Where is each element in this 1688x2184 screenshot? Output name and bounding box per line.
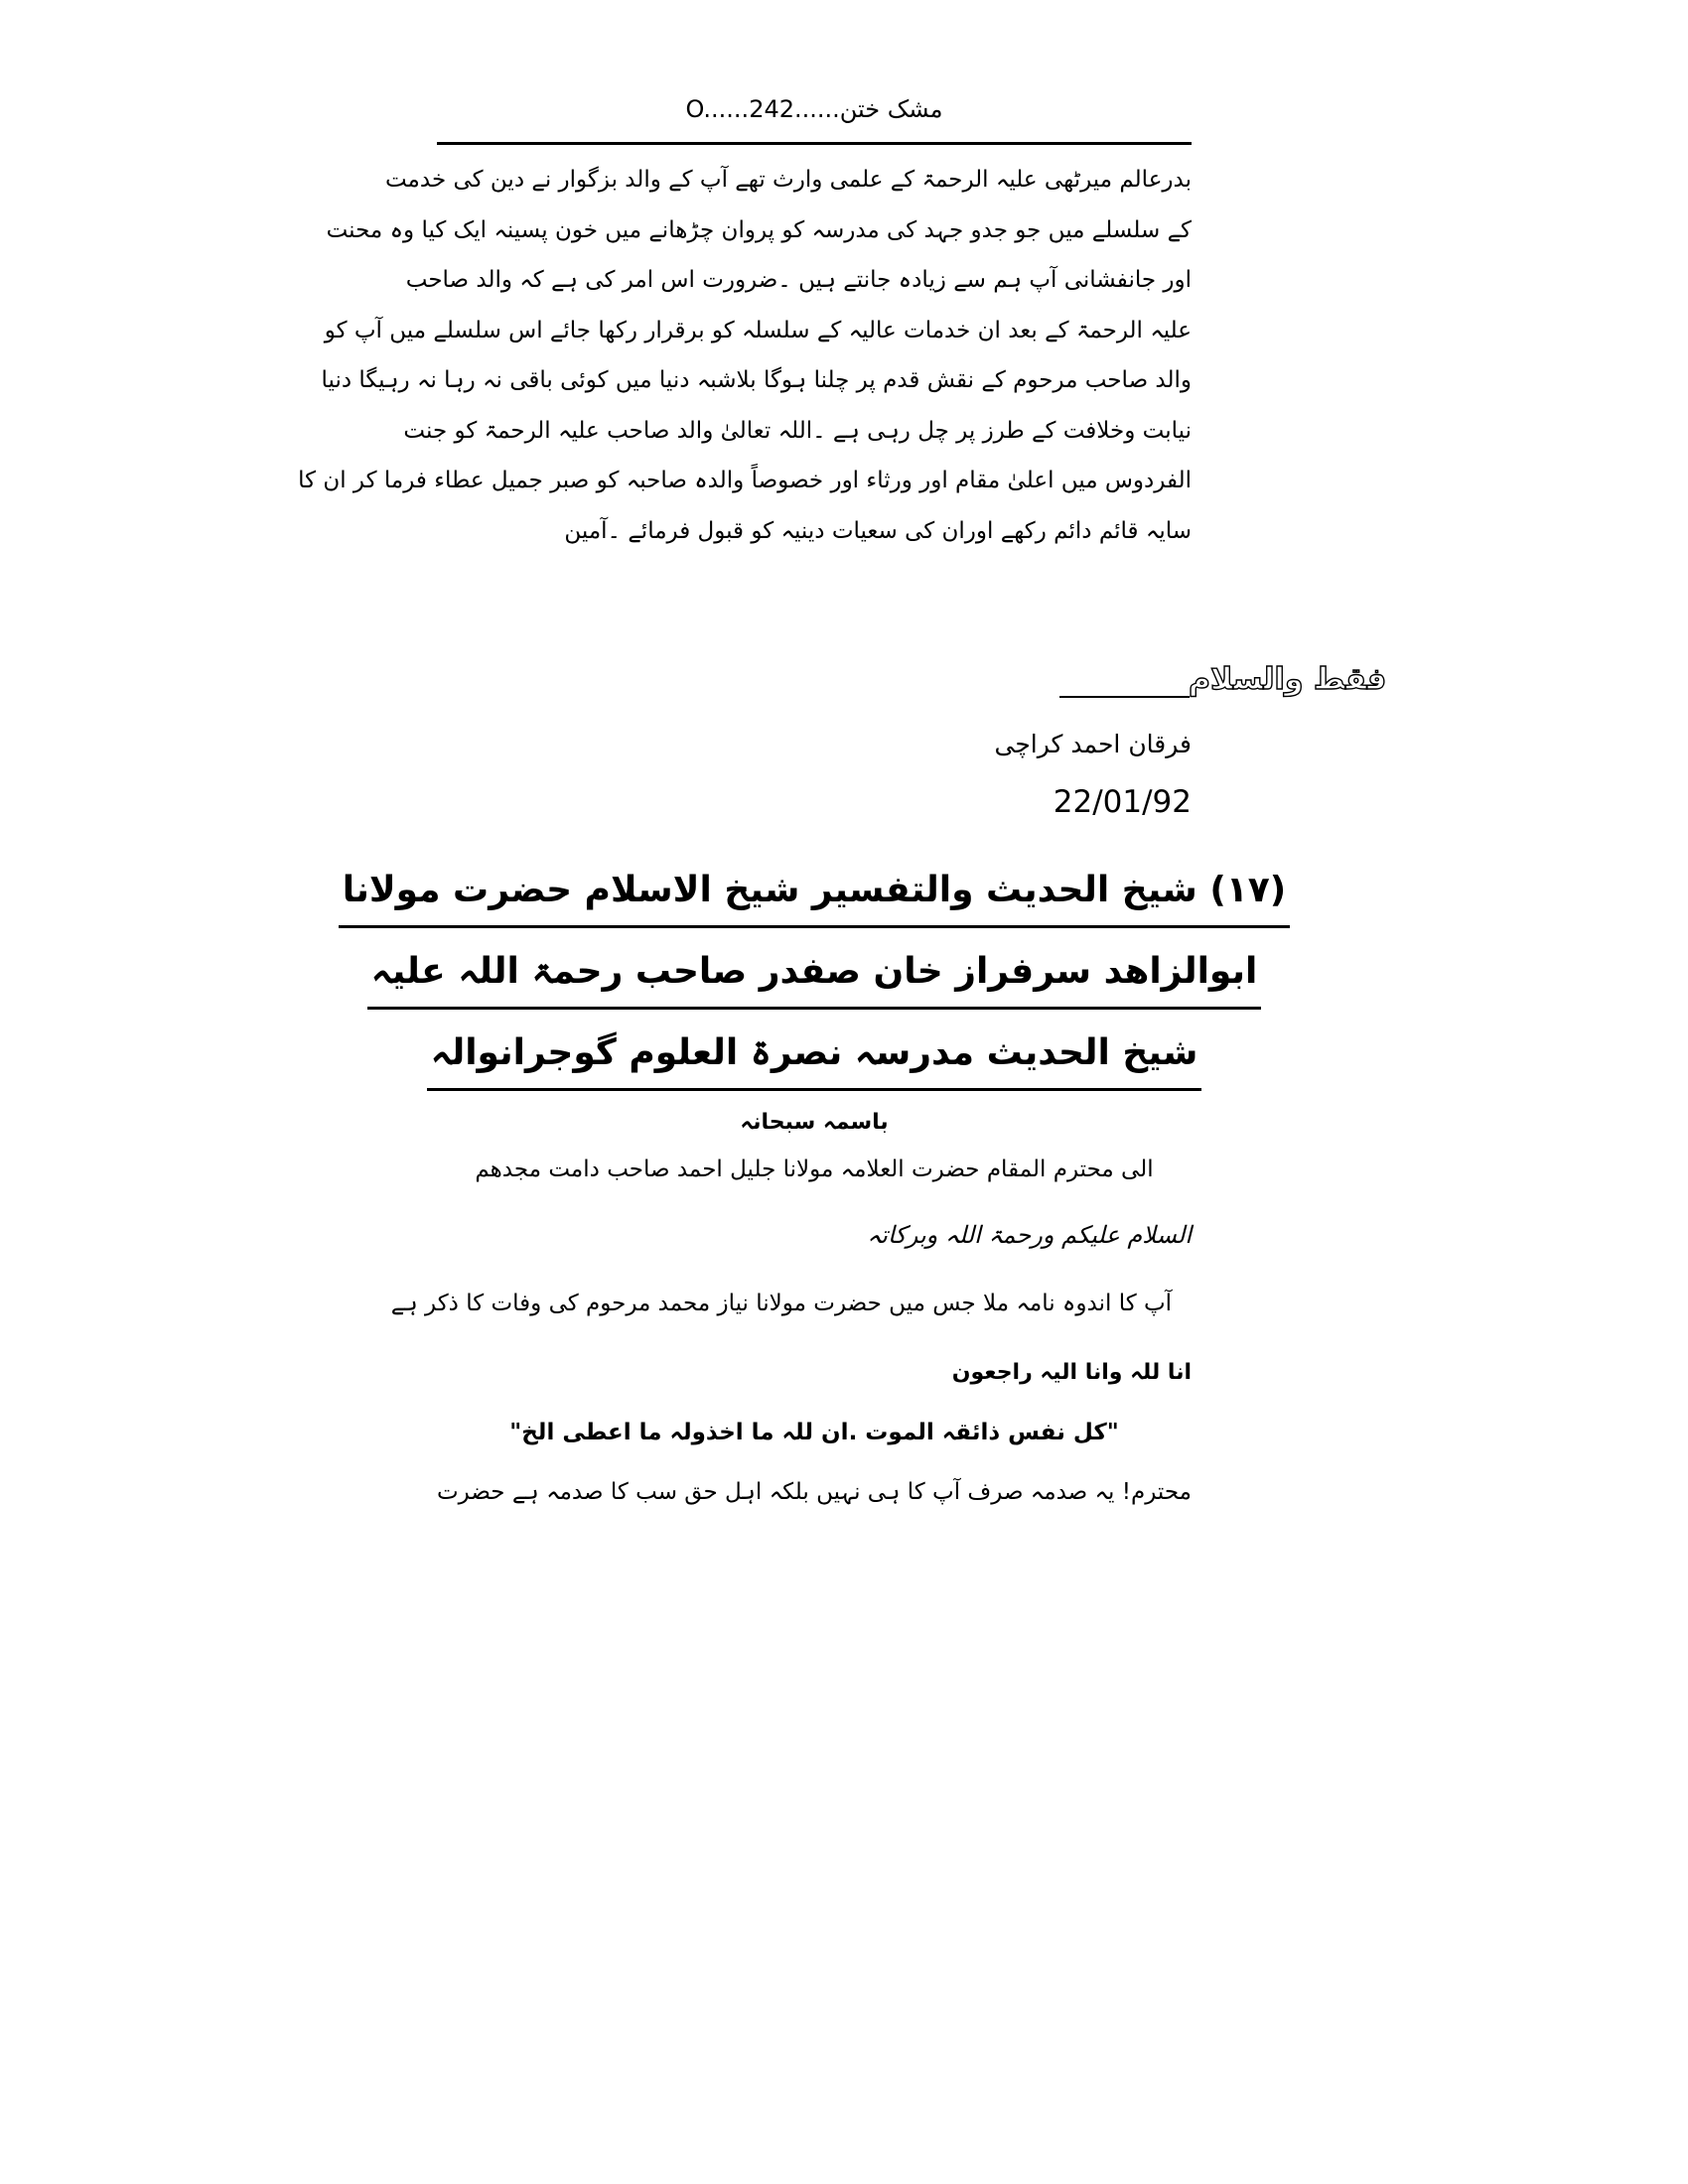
text-line: بدرعالم میرٹھی علیہ الرحمۃ کے علمی وارث تھے آپ کے والد بزگوار نے دین کی خدمت <box>384 167 1192 193</box>
inna-line: انا للہ وانا الیہ راجعون <box>951 1360 1192 1385</box>
text-line: کے سلسلے میں جو جدو جہد کی مدرسہ کو پروان چڑھانے میں خون پسینہ ایک کیا وہ محنت <box>326 216 1192 243</box>
section-heading <box>342 862 1287 1106</box>
header-rule <box>437 142 1192 145</box>
text-line: علیہ الرحمۃ کے بعد ان خدمات عالیہ کے سلسلہ کو برقرار رکھا جائے اس سلسلے میں آپ کو <box>324 317 1192 343</box>
book-title: مشک ختن <box>839 95 943 123</box>
heading-line: (۱۷) شیخ الحدیث والتفسیر شیخ الاسلام حضرت مولانا <box>339 862 1290 928</box>
text-line: محترم! یہ صدمہ صرف آپ کا ہی نہیں بلکہ اہل حق سب کا صدمہ ہے حضرت <box>437 1479 1192 1505</box>
text-line: نیابت وخلافت کے طرز پر چل رہی ہے ۔اللہ تعالیٰ والد صاحب علیہ الرحمۃ کو جنت <box>403 417 1192 444</box>
letter-body <box>298 155 1192 556</box>
closing-calligraphy-text: فقط والسلام <box>1189 662 1387 697</box>
text-line: والد صاحب مرحوم کے نقش قدم پر چلنا ہوگا بلاشبہ دنیا میں کوئی باقی نہ رہا نہ رہیگا دنیا <box>321 367 1192 393</box>
signer-name: فرقان احمد کراچی <box>994 730 1192 758</box>
header-separator: ......O...... <box>685 95 840 123</box>
quote-line: "کل نفس ذائقہ الموت .ان للہ ما اخذولہ ما اعطی الخ" <box>509 1420 1119 1445</box>
closing-calligraphy <box>1057 655 1387 703</box>
text-line: الفردوس میں اعلیٰ مقام اور ورثاء اور خصوصاً والدہ صاحبہ کو صبر جمیل عطاء فرما کر ان کا <box>298 468 1192 493</box>
text-line: اور جانفشانی آپ ہم سے زیادہ جانتے ہیں ۔ضرورت اس امر کی ہے کہ والد صاحب <box>405 267 1192 293</box>
salam-line: السلام علیکم ورحمۃ اللہ وبرکاتہ <box>867 1221 1192 1249</box>
letter-date: 22/01/92 <box>1053 784 1192 820</box>
bismi-line: باسمہ سبحانہ <box>740 1110 889 1135</box>
heading-line: شیخ الحدیث مدرسہ نصرۃ العلوم گوجرانوالہ <box>427 1024 1202 1091</box>
text-line: آپ کا اندوہ نامہ ملا جس میں حضرت مولانا نیاز محمد مرحوم کی وفات کا ذکر ہے <box>390 1291 1172 1316</box>
text-line: سایہ قائم دائم رکھے اوران کی سعیات دینیہ کو قبول فرمائے ۔آمین <box>564 517 1192 544</box>
page-header <box>437 95 1192 123</box>
page-number: 242 <box>749 95 794 123</box>
heading-line: ابوالزاھد سرفراز خان صفدر صاحب رحمۃ اللہ علیہ <box>367 943 1262 1010</box>
address-line: الی محترم المقام حضرت العلامہ مولانا جلیل احمد صاحب دامت مجدھم <box>475 1157 1154 1182</box>
